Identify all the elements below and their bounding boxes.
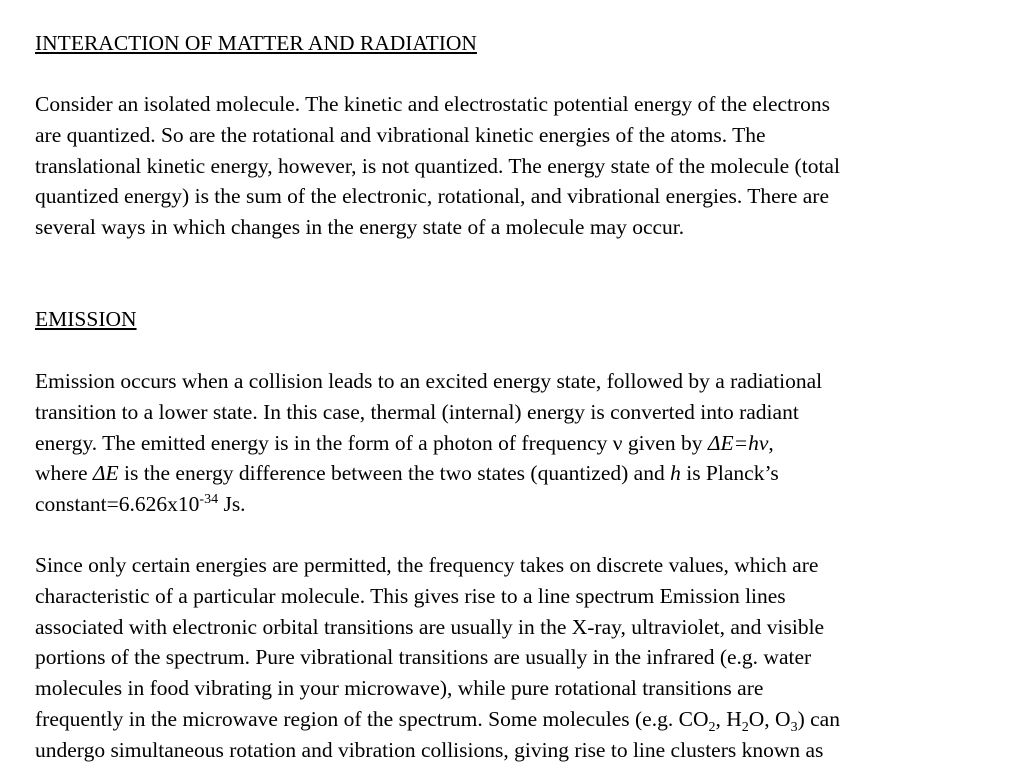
text-line: quantized energy) is the sum of the electronic, rotational, and vibrational energies. There are	[35, 184, 830, 209]
exponent: -34	[199, 492, 219, 508]
text-run: ) can	[797, 706, 840, 731]
heading-emission: EMISSION	[35, 307, 137, 331]
text-run: Js.	[218, 492, 246, 517]
text-line: Consider an isolated molecule. The kinetic and electrostatic potential energy of the electrons	[35, 92, 831, 116]
text-line: molecules in food vibrating in your microwave), while pure rotational transitions are	[35, 676, 764, 701]
text-line: undergo simultaneous rotation and vibration collisions, giving rise to line clusters known as	[35, 737, 824, 762]
text-run: ,	[768, 430, 774, 455]
heading-interaction: INTERACTION OF MATTER AND RADIATION	[35, 31, 477, 55]
subscript: 3	[790, 719, 798, 735]
text-run: energy. The emitted energy is in the form of a photon of frequency ν given by	[35, 430, 708, 455]
delta-e-symbol: ΔE	[92, 461, 119, 486]
text-line	[35, 458, 1005, 489]
text-run: frequently in the microwave region of the spectrum. Some molecules (e.g. CO	[35, 706, 709, 731]
text-run: is Planck’s	[680, 461, 779, 486]
text-run: constant=6.626x10	[35, 492, 200, 517]
subscript: 2	[708, 719, 716, 735]
text-line: translational kinetic energy, however, is not quantized. The energy state of the molecule (total	[35, 153, 840, 178]
text-line: several ways in which changes in the energy state of a molecule may occur.	[35, 215, 685, 240]
text-line	[35, 489, 1005, 520]
paragraph-isolated-molecule	[35, 89, 1005, 243]
text-line: are quantized. So are the rotational and vibrational kinetic energies of the atoms. The	[35, 122, 766, 147]
energy-equation: ΔE=hν	[707, 430, 769, 455]
paragraph-line-spectrum	[35, 550, 1005, 766]
text-line	[35, 704, 1005, 735]
text-line: associated with electronic orbital transitions are usually in the X-ray, ultraviolet, and visible	[35, 614, 825, 639]
subscript: 2	[741, 719, 749, 735]
text-line: transition to a lower state. In this case, thermal (internal) energy is converted into radiant	[35, 399, 799, 424]
text-line	[35, 428, 1005, 459]
text-run: where	[35, 461, 93, 486]
text-line: portions of the spectrum. Pure vibrational transitions are usually in the infrared (e.g. water	[35, 645, 812, 670]
text-run: O, O	[748, 706, 791, 731]
text-run: , H	[715, 706, 742, 731]
text-run: is the energy difference between the two states (quantized) and	[118, 461, 671, 486]
planck-symbol: h	[670, 461, 681, 486]
paragraph-emission	[35, 366, 1005, 520]
text-line: characteristic of a particular molecule. This gives rise to a line spectrum Emission lines	[35, 583, 786, 608]
text-line: Since only certain energies are permitted, the frequency takes on discrete values, which are	[35, 553, 819, 577]
text-line: Emission occurs when a collision leads to an excited energy state, followed by a radiational	[35, 369, 823, 393]
